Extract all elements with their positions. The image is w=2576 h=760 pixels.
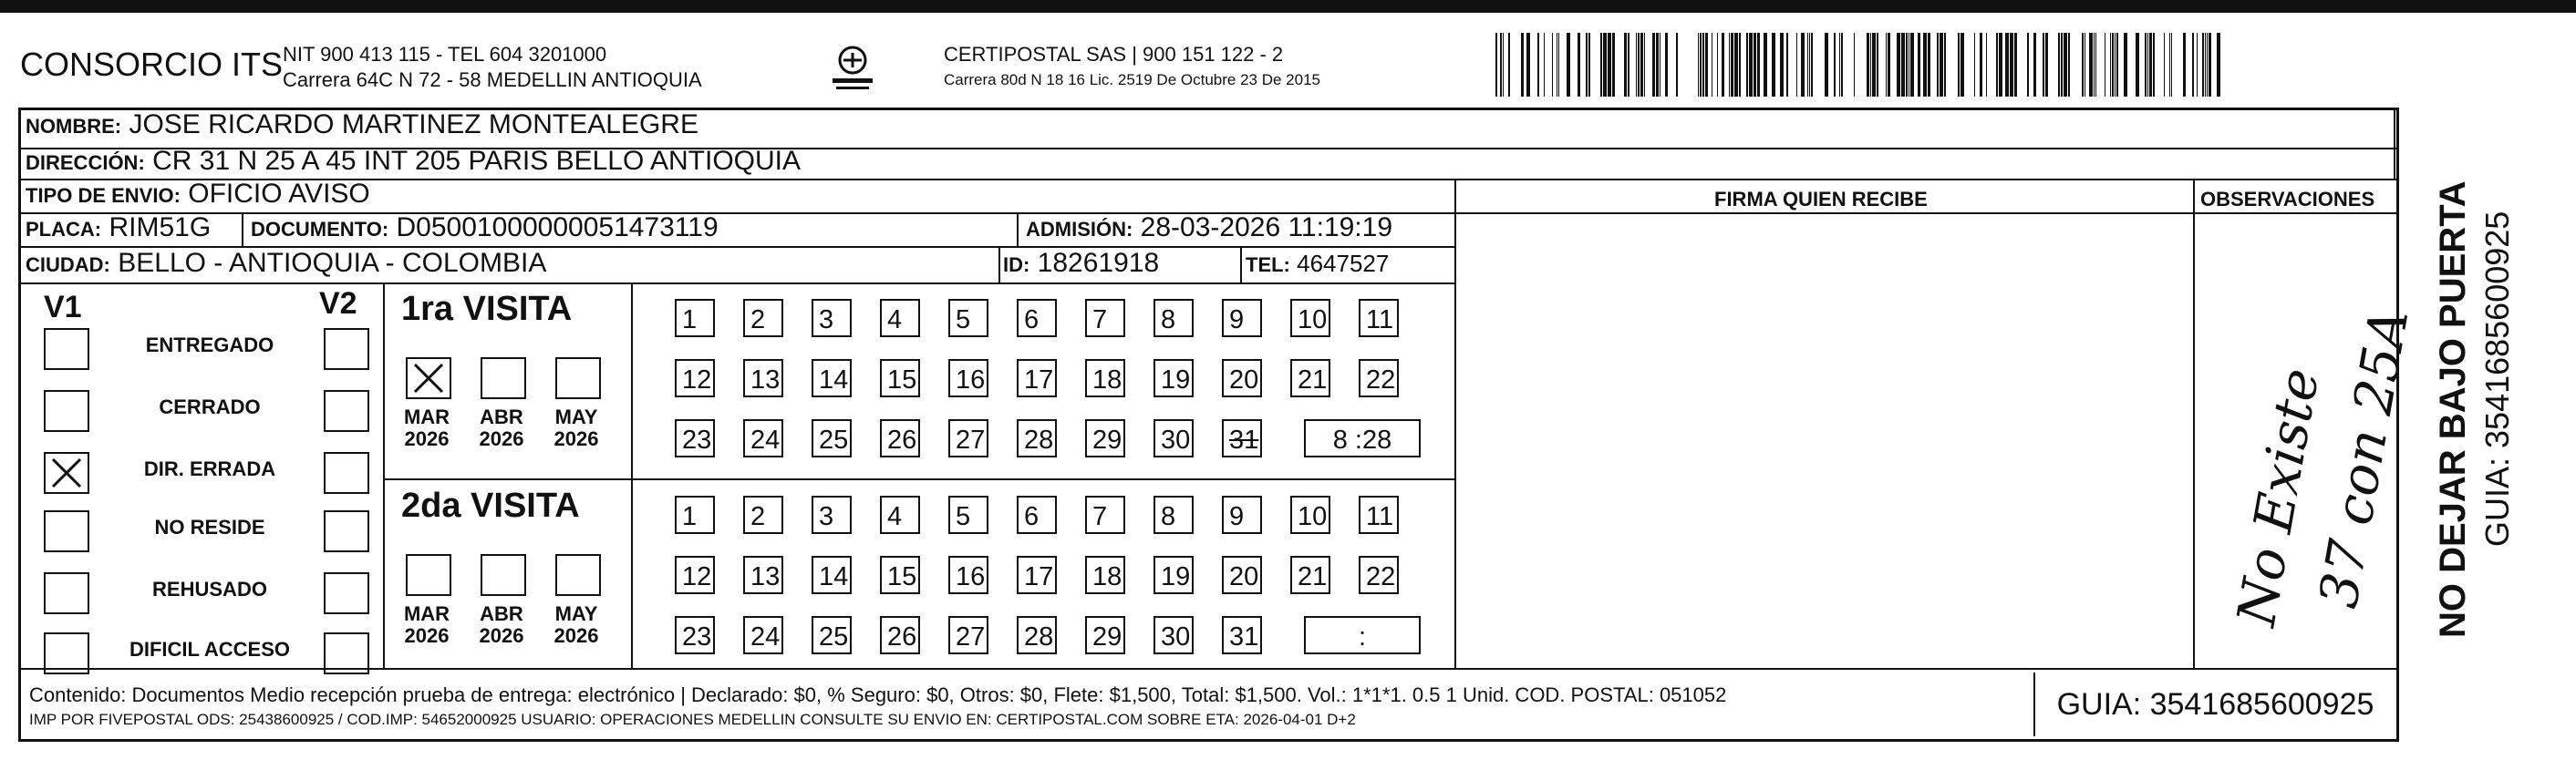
- barcode-bar: [1676, 33, 1678, 97]
- month-label: [399, 603, 454, 647]
- no-dejar-warning: NO DEJAR BAJO PUERTA: [2433, 180, 2473, 638]
- barcode-bar: [1944, 33, 1946, 97]
- tipo-label: TIPO DE ENVIO:: [26, 184, 181, 207]
- documento-row: [251, 212, 719, 243]
- barcode-bar: [1552, 33, 1553, 97]
- day-box[interactable]: 21: [1290, 556, 1330, 594]
- id-label: ID:: [1003, 253, 1030, 276]
- barcode-bar: [2149, 33, 2152, 97]
- barcode-bar: [1809, 33, 1810, 97]
- month-checkbox[interactable]: [481, 554, 526, 596]
- barcode-bar: [2183, 33, 2186, 97]
- barcode-bar: [1772, 33, 1775, 97]
- day-box[interactable]: 1: [675, 496, 715, 534]
- month-year: 2026: [553, 624, 599, 647]
- barcode-bar: [1870, 33, 1871, 97]
- barcode-bar: [1834, 33, 1836, 97]
- day-box[interactable]: 6: [1017, 496, 1057, 534]
- tipo-value: OFICIO AVISO: [188, 179, 370, 209]
- carrier-name: CERTIPOSTAL SAS | 900 151 122 - 2: [944, 43, 1284, 66]
- sender-address: Carrera 64C N 72 - 58 MEDELLIN ANTIOQUIA: [283, 68, 702, 91]
- barcode-bar: [1600, 33, 1602, 97]
- day-box[interactable]: 11: [1359, 299, 1399, 337]
- barcode-bar: [1698, 33, 1699, 97]
- day-box[interactable]: 28: [1017, 616, 1057, 654]
- rule-2: [18, 179, 2396, 180]
- barcode-bar: [2064, 33, 2067, 97]
- firma-header: FIRMA QUIEN RECIBE: [1714, 188, 1928, 211]
- status-label: CERRADO: [159, 395, 261, 418]
- vrule-firma: [1454, 179, 1456, 668]
- day-box[interactable]: 26: [880, 616, 920, 654]
- top-border: [0, 0, 2576, 13]
- day-box[interactable]: 23: [675, 616, 715, 654]
- barcode-bar: [1734, 33, 1738, 97]
- barcode-bar: [1999, 33, 2002, 97]
- barcode-bar: [2202, 33, 2204, 97]
- status-label: NO RESIDE: [154, 516, 265, 539]
- day-box[interactable]: 6: [1017, 299, 1057, 337]
- day-box[interactable]: 3: [812, 299, 852, 337]
- day-box[interactable]: 20: [1222, 556, 1262, 594]
- month-year: 2026: [479, 624, 524, 647]
- month-name: MAR: [403, 602, 450, 625]
- v2-checkbox[interactable]: [324, 328, 369, 370]
- day-box[interactable]: 9: [1222, 496, 1262, 534]
- day-box[interactable]: 28: [1017, 419, 1057, 457]
- day-box[interactable]: 11: [1359, 496, 1399, 534]
- month-label: [474, 603, 529, 647]
- day-box[interactable]: 16: [948, 359, 988, 397]
- handwriting-1: No Existe: [2225, 364, 2332, 631]
- barcode-bar: [1807, 33, 1808, 97]
- barcode-bar: [1636, 33, 1637, 97]
- admision-row: [1026, 212, 1392, 243]
- certipostal-logo: [825, 42, 880, 97]
- barcode-bar: [1867, 33, 1869, 97]
- placa-label: PLACA:: [26, 218, 102, 241]
- v1-checkbox[interactable]: [44, 390, 89, 432]
- day-box[interactable]: 27: [948, 616, 988, 654]
- nombre-row: [26, 109, 698, 140]
- day-box[interactable]: 12: [675, 556, 715, 594]
- vrule-placa: [242, 212, 243, 246]
- barcode-bar: [1608, 33, 1611, 97]
- admision-value: 28-03-2026 11:19:19: [1140, 212, 1393, 242]
- barcode-bar: [1652, 33, 1655, 97]
- carrier-address: Carrera 80d N 18 16 Lic. 2519 De Octubre 23 De 2015: [944, 71, 1320, 88]
- barcode-bar: [2033, 33, 2036, 97]
- documento-value: D05001000000051473119: [396, 212, 719, 242]
- barcode-bar: [1839, 33, 1840, 97]
- barcode-bar: [2061, 33, 2063, 97]
- barcode-bar: [1958, 33, 1960, 97]
- day-box[interactable]: 9: [1222, 299, 1262, 337]
- barcode-bar: [2005, 33, 2009, 97]
- v2-checkbox[interactable]: [324, 390, 369, 432]
- barcode-bar: [1764, 33, 1767, 97]
- vrule-status: [383, 282, 385, 668]
- handwriting-2: 37 con 25A: [2307, 303, 2421, 612]
- day-box[interactable]: 13: [743, 359, 783, 397]
- barcode-bar: [1588, 33, 1590, 97]
- month-name: MAR: [403, 406, 450, 428]
- day-box[interactable]: 31: [1222, 616, 1262, 654]
- barcode-bar: [2164, 33, 2165, 97]
- tel-label: TEL:: [1246, 253, 1290, 276]
- day-box[interactable]: 8: [1154, 496, 1194, 534]
- barcode-bar: [2207, 33, 2208, 97]
- barcode-bar: [1567, 33, 1570, 97]
- placa-row: [26, 212, 211, 243]
- barcode-bar: [2115, 33, 2116, 97]
- barcode-bar: [1640, 33, 1643, 97]
- observaciones-header: OBSERVACIONES: [2200, 188, 2375, 211]
- month-name: ABR: [480, 406, 523, 428]
- month-label: [474, 406, 529, 450]
- barcode-bar: [2027, 33, 2029, 97]
- barcode-bar: [1974, 33, 1975, 97]
- day-box[interactable]: 10: [1290, 299, 1330, 337]
- x-mark-icon: [408, 359, 450, 397]
- barcode-bar: [2147, 33, 2148, 97]
- sender-name: CONSORCIO ITS: [20, 46, 284, 83]
- month-checkbox[interactable]: [555, 554, 601, 596]
- barcode-bar: [1940, 33, 1943, 97]
- month-name: ABR: [480, 602, 523, 625]
- barcode-bar: [1558, 33, 1559, 97]
- barcode-bar: [1897, 33, 1900, 97]
- vrule-months: [631, 282, 633, 668]
- x-mark-icon: [46, 454, 88, 492]
- sender-details: [283, 42, 702, 93]
- barcode-bar: [1918, 33, 1920, 97]
- placa-value: RIM51G: [109, 212, 212, 242]
- month-checkbox[interactable]: [555, 357, 601, 399]
- day-box[interactable]: 21: [1290, 359, 1330, 397]
- barcode-bar: [2145, 33, 2147, 97]
- barcode-bar: [1739, 33, 1741, 97]
- day-box[interactable]: 25: [812, 419, 852, 457]
- nombre-value: JOSE RICARDO MARTINEZ MONTEALEGRE: [129, 109, 698, 139]
- id-value: 18261918: [1037, 248, 1160, 278]
- vrule-id: [998, 246, 1000, 282]
- barcode-bar: [1612, 33, 1615, 97]
- day-box[interactable]: 19: [1154, 556, 1194, 594]
- barcode-bar: [1886, 33, 1887, 97]
- barcode-bar: [2110, 33, 2111, 97]
- status-label: ENTREGADO: [145, 334, 274, 356]
- ciudad-value: BELLO - ANTIOQUIA - COLOMBIA: [118, 248, 547, 278]
- barcode-bar: [1586, 33, 1588, 97]
- barcode-bar: [2217, 33, 2220, 97]
- rule-5: [18, 282, 1454, 284]
- barcode-bar: [1729, 33, 1730, 97]
- day-box[interactable]: 14: [812, 359, 852, 397]
- barcode-bar: [2205, 33, 2206, 97]
- v1-checkbox[interactable]: [44, 632, 89, 674]
- day-box[interactable]: 23: [675, 419, 715, 457]
- day-box[interactable]: 8: [1154, 299, 1194, 337]
- barcode-bar: [1603, 33, 1607, 97]
- barcode-bar: [1888, 33, 1890, 97]
- barcode-bar: [1923, 33, 1927, 97]
- day-box[interactable]: 27: [948, 419, 988, 457]
- barcode-bar: [2116, 33, 2118, 97]
- barcode-bar: [1906, 33, 1908, 97]
- barcode-bar: [1722, 33, 1724, 97]
- barcode-bar: [1746, 33, 1748, 97]
- guia-number: GUIA: 3541685600925: [2033, 673, 2395, 736]
- day-box[interactable]: 14: [812, 556, 852, 594]
- barcode-bar: [2209, 33, 2211, 97]
- barcode-bar: [1495, 33, 1497, 97]
- barcode-bar: [1754, 33, 1756, 97]
- tipo-row: [26, 179, 370, 210]
- barcode-bar: [1786, 33, 1788, 97]
- month-name: MAY: [554, 602, 598, 625]
- day-box[interactable]: 4: [880, 496, 920, 534]
- barcode-bar: [2197, 33, 2198, 97]
- barcode-bar: [1780, 33, 1784, 97]
- barcode-bar: [1996, 33, 1998, 97]
- v1-checkbox[interactable]: [44, 572, 89, 614]
- barcode-bar: [1825, 33, 1828, 97]
- day-box[interactable]: 17: [1017, 359, 1057, 397]
- barcode-bar: [1872, 33, 1876, 97]
- barcode-bar: [1901, 33, 1905, 97]
- barcode-bar: [1910, 33, 1914, 97]
- day-box[interactable]: 26: [880, 419, 920, 457]
- status-label: DIR. ERRADA: [143, 457, 276, 480]
- day-box[interactable]: 16: [948, 556, 988, 594]
- barcode-bar: [1544, 33, 1545, 97]
- day-box[interactable]: 2: [743, 496, 783, 534]
- month-checkbox[interactable]: [481, 357, 526, 399]
- admision-label: ADMISIÓN:: [1026, 218, 1133, 241]
- month-year: 2026: [553, 427, 599, 450]
- status-label: DIFICIL ACCESO: [129, 638, 290, 661]
- barcode-bar: [2169, 33, 2170, 97]
- day-box[interactable]: 5: [948, 299, 988, 337]
- day-box[interactable]: 22: [1359, 359, 1399, 397]
- day-box[interactable]: 31: [1222, 419, 1262, 457]
- day-box[interactable]: 2: [743, 299, 783, 337]
- tel-value: 4647527: [1297, 250, 1390, 277]
- nombre-label: NOMBRE:: [26, 115, 122, 138]
- barcode-bar: [1638, 33, 1640, 97]
- month-checkbox[interactable]: [406, 357, 451, 399]
- ciudad-label: CIUDAD:: [26, 253, 110, 276]
- barcode-bar: [2058, 33, 2060, 97]
- month-label: [549, 406, 604, 450]
- barcode-bar: [2192, 33, 2194, 97]
- barcode-bar: [1731, 33, 1733, 97]
- month-year: 2026: [404, 624, 450, 647]
- barcode-bar: [1508, 33, 1510, 97]
- barcode-bar: [1578, 33, 1580, 97]
- direccion-label: DIRECCIÓN:: [26, 151, 145, 174]
- day-box[interactable]: 7: [1085, 299, 1125, 337]
- v1-checkbox[interactable]: [44, 452, 89, 494]
- barcode-bar: [2095, 33, 2096, 97]
- tel-row: [1246, 250, 1389, 278]
- label-frame: [18, 108, 2399, 742]
- barcode-bar: [1854, 33, 1855, 97]
- v2-header: V2: [319, 286, 357, 321]
- v2-checkbox[interactable]: [324, 510, 369, 552]
- barcode-bar: [1801, 33, 1805, 97]
- v1-header: V1: [44, 290, 82, 324]
- barcode-bar: [1796, 33, 1797, 97]
- rule-footer: [18, 668, 2396, 670]
- barcode: [1495, 33, 2225, 97]
- barcode-bar: [2014, 33, 2017, 97]
- barcode-bar: [2153, 33, 2155, 97]
- day-box[interactable]: 24: [743, 419, 783, 457]
- barcode-bar: [1749, 33, 1753, 97]
- day-box[interactable]: 17: [1017, 556, 1057, 594]
- day-box[interactable]: 19: [1154, 359, 1194, 397]
- day-box[interactable]: 10: [1290, 496, 1330, 534]
- day-box[interactable]: 15: [880, 556, 920, 594]
- footer-contents: Contenido: Documentos Medio recepción prueba de entrega: electrónico | Declarado: $0, % Seguro: $0, Otros: $0, Flete: $1,500, Total: $1,500. Vol.: 1*1*1. 0.5 1 Unid. COD. POSTAL: 051052: [29, 683, 1727, 706]
- v2-checkbox[interactable]: [324, 632, 369, 674]
- side-guia: GUIA: 3541685600925: [2478, 211, 2516, 547]
- barcode-bar: [2089, 33, 2093, 97]
- barcode-bar: [1757, 33, 1760, 97]
- direccion-row: [26, 146, 801, 177]
- barcode-bar: [1526, 33, 1530, 97]
- day-box[interactable]: 18: [1085, 556, 1125, 594]
- carrier-details: [944, 42, 1320, 93]
- barcode-bar: [1665, 33, 1668, 97]
- day-box[interactable]: 13: [743, 556, 783, 594]
- barcode-bar: [1928, 33, 1930, 97]
- barcode-bar: [1656, 33, 1659, 97]
- status-label: REHUSADO: [152, 578, 267, 601]
- time-box[interactable]: :: [1304, 616, 1421, 654]
- barcode-bar: [2043, 33, 2044, 97]
- barcode-bar: [1521, 33, 1524, 97]
- barcode-bar: [1960, 33, 1964, 97]
- visit-title: 1ra VISITA: [401, 290, 573, 328]
- barcode-bar: [2068, 33, 2070, 97]
- day-box[interactable]: 7: [1085, 496, 1125, 534]
- day-box[interactable]: 4: [880, 299, 920, 337]
- day-box[interactable]: 1: [675, 299, 715, 337]
- month-checkbox[interactable]: [406, 554, 451, 596]
- barcode-bar: [1986, 33, 1987, 97]
- barcode-bar: [2094, 33, 2095, 97]
- month-label: [549, 603, 604, 647]
- v1-checkbox[interactable]: [44, 510, 89, 552]
- barcode-bar: [1500, 33, 1502, 97]
- day-box[interactable]: 30: [1154, 419, 1194, 457]
- barcode-bar: [2045, 33, 2048, 97]
- barcode-bar: [1702, 33, 1704, 97]
- barcode-bar: [2124, 33, 2127, 97]
- day-box[interactable]: 22: [1359, 556, 1399, 594]
- day-box[interactable]: 20: [1222, 359, 1262, 397]
- barcode-bar: [1980, 33, 1982, 97]
- vrule-tel: [1240, 246, 1242, 282]
- day-box[interactable]: 12: [675, 359, 715, 397]
- month-name: MAY: [554, 406, 598, 428]
- barcode-bar: [1877, 33, 1878, 97]
- barcode-bar: [1811, 33, 1813, 97]
- v2-checkbox[interactable]: [324, 572, 369, 614]
- day-box[interactable]: 18: [1085, 359, 1125, 397]
- time-box[interactable]: 8 :28: [1304, 419, 1421, 457]
- rule-visit-split: [383, 478, 1454, 480]
- barcode-bar: [2136, 33, 2139, 97]
- sender-nit: NIT 900 413 115 - TEL 604 3201000: [283, 43, 607, 66]
- v1-checkbox[interactable]: [44, 328, 89, 370]
- ciudad-row: [26, 248, 546, 279]
- barcode-bar: [1700, 33, 1702, 97]
- day-box[interactable]: 15: [880, 359, 920, 397]
- day-box[interactable]: 24: [743, 616, 783, 654]
- barcode-bar: [1841, 33, 1843, 97]
- barcode-bar: [1937, 33, 1939, 97]
- day-box[interactable]: 29: [1085, 419, 1125, 457]
- barcode-bar: [2082, 33, 2084, 97]
- month-label: [399, 406, 454, 450]
- barcode-bar: [2010, 33, 2013, 97]
- barcode-bar: [1624, 33, 1627, 97]
- month-year: 2026: [404, 427, 450, 450]
- documento-label: DOCUMENTO:: [251, 218, 389, 241]
- month-year: 2026: [479, 427, 524, 450]
- day-box[interactable]: 30: [1154, 616, 1194, 654]
- barcode-bar: [1537, 33, 1539, 97]
- day-box[interactable]: 5: [948, 496, 988, 534]
- visit-title: 2da VISITA: [401, 487, 580, 525]
- day-box[interactable]: 3: [812, 496, 852, 534]
- v2-checkbox[interactable]: [324, 452, 369, 494]
- barcode-bar: [1503, 33, 1504, 97]
- barcode-bar: [1705, 33, 1708, 97]
- day-box[interactable]: 29: [1085, 616, 1125, 654]
- barcode-bar: [2112, 33, 2114, 97]
- footer-print-info: IMP POR FIVEPOSTAL ODS: 25438600925 / COD.IMP: 54652000925 USUARIO: OPERACIONES MEDELLIN CONSULTE SU ENVIO EN: CERTIPOSTAL.COM SOBRE ETA: 2026-04-01 D+2: [29, 711, 1356, 728]
- barcode-bar: [1628, 33, 1629, 97]
- id-row: [1003, 248, 1159, 279]
- barcode-bar: [1644, 33, 1645, 97]
- day-box[interactable]: 25: [812, 616, 852, 654]
- direccion-value: CR 31 N 25 A 45 INT 205 PARIS BELLO ANTIOQUIA: [152, 146, 801, 176]
- barcode-bar: [1717, 33, 1718, 97]
- barcode-bar: [2171, 33, 2172, 97]
- vrule-admision: [1017, 212, 1019, 246]
- vrule-right-top: [2394, 108, 2395, 179]
- vrule-obs: [2193, 179, 2195, 668]
